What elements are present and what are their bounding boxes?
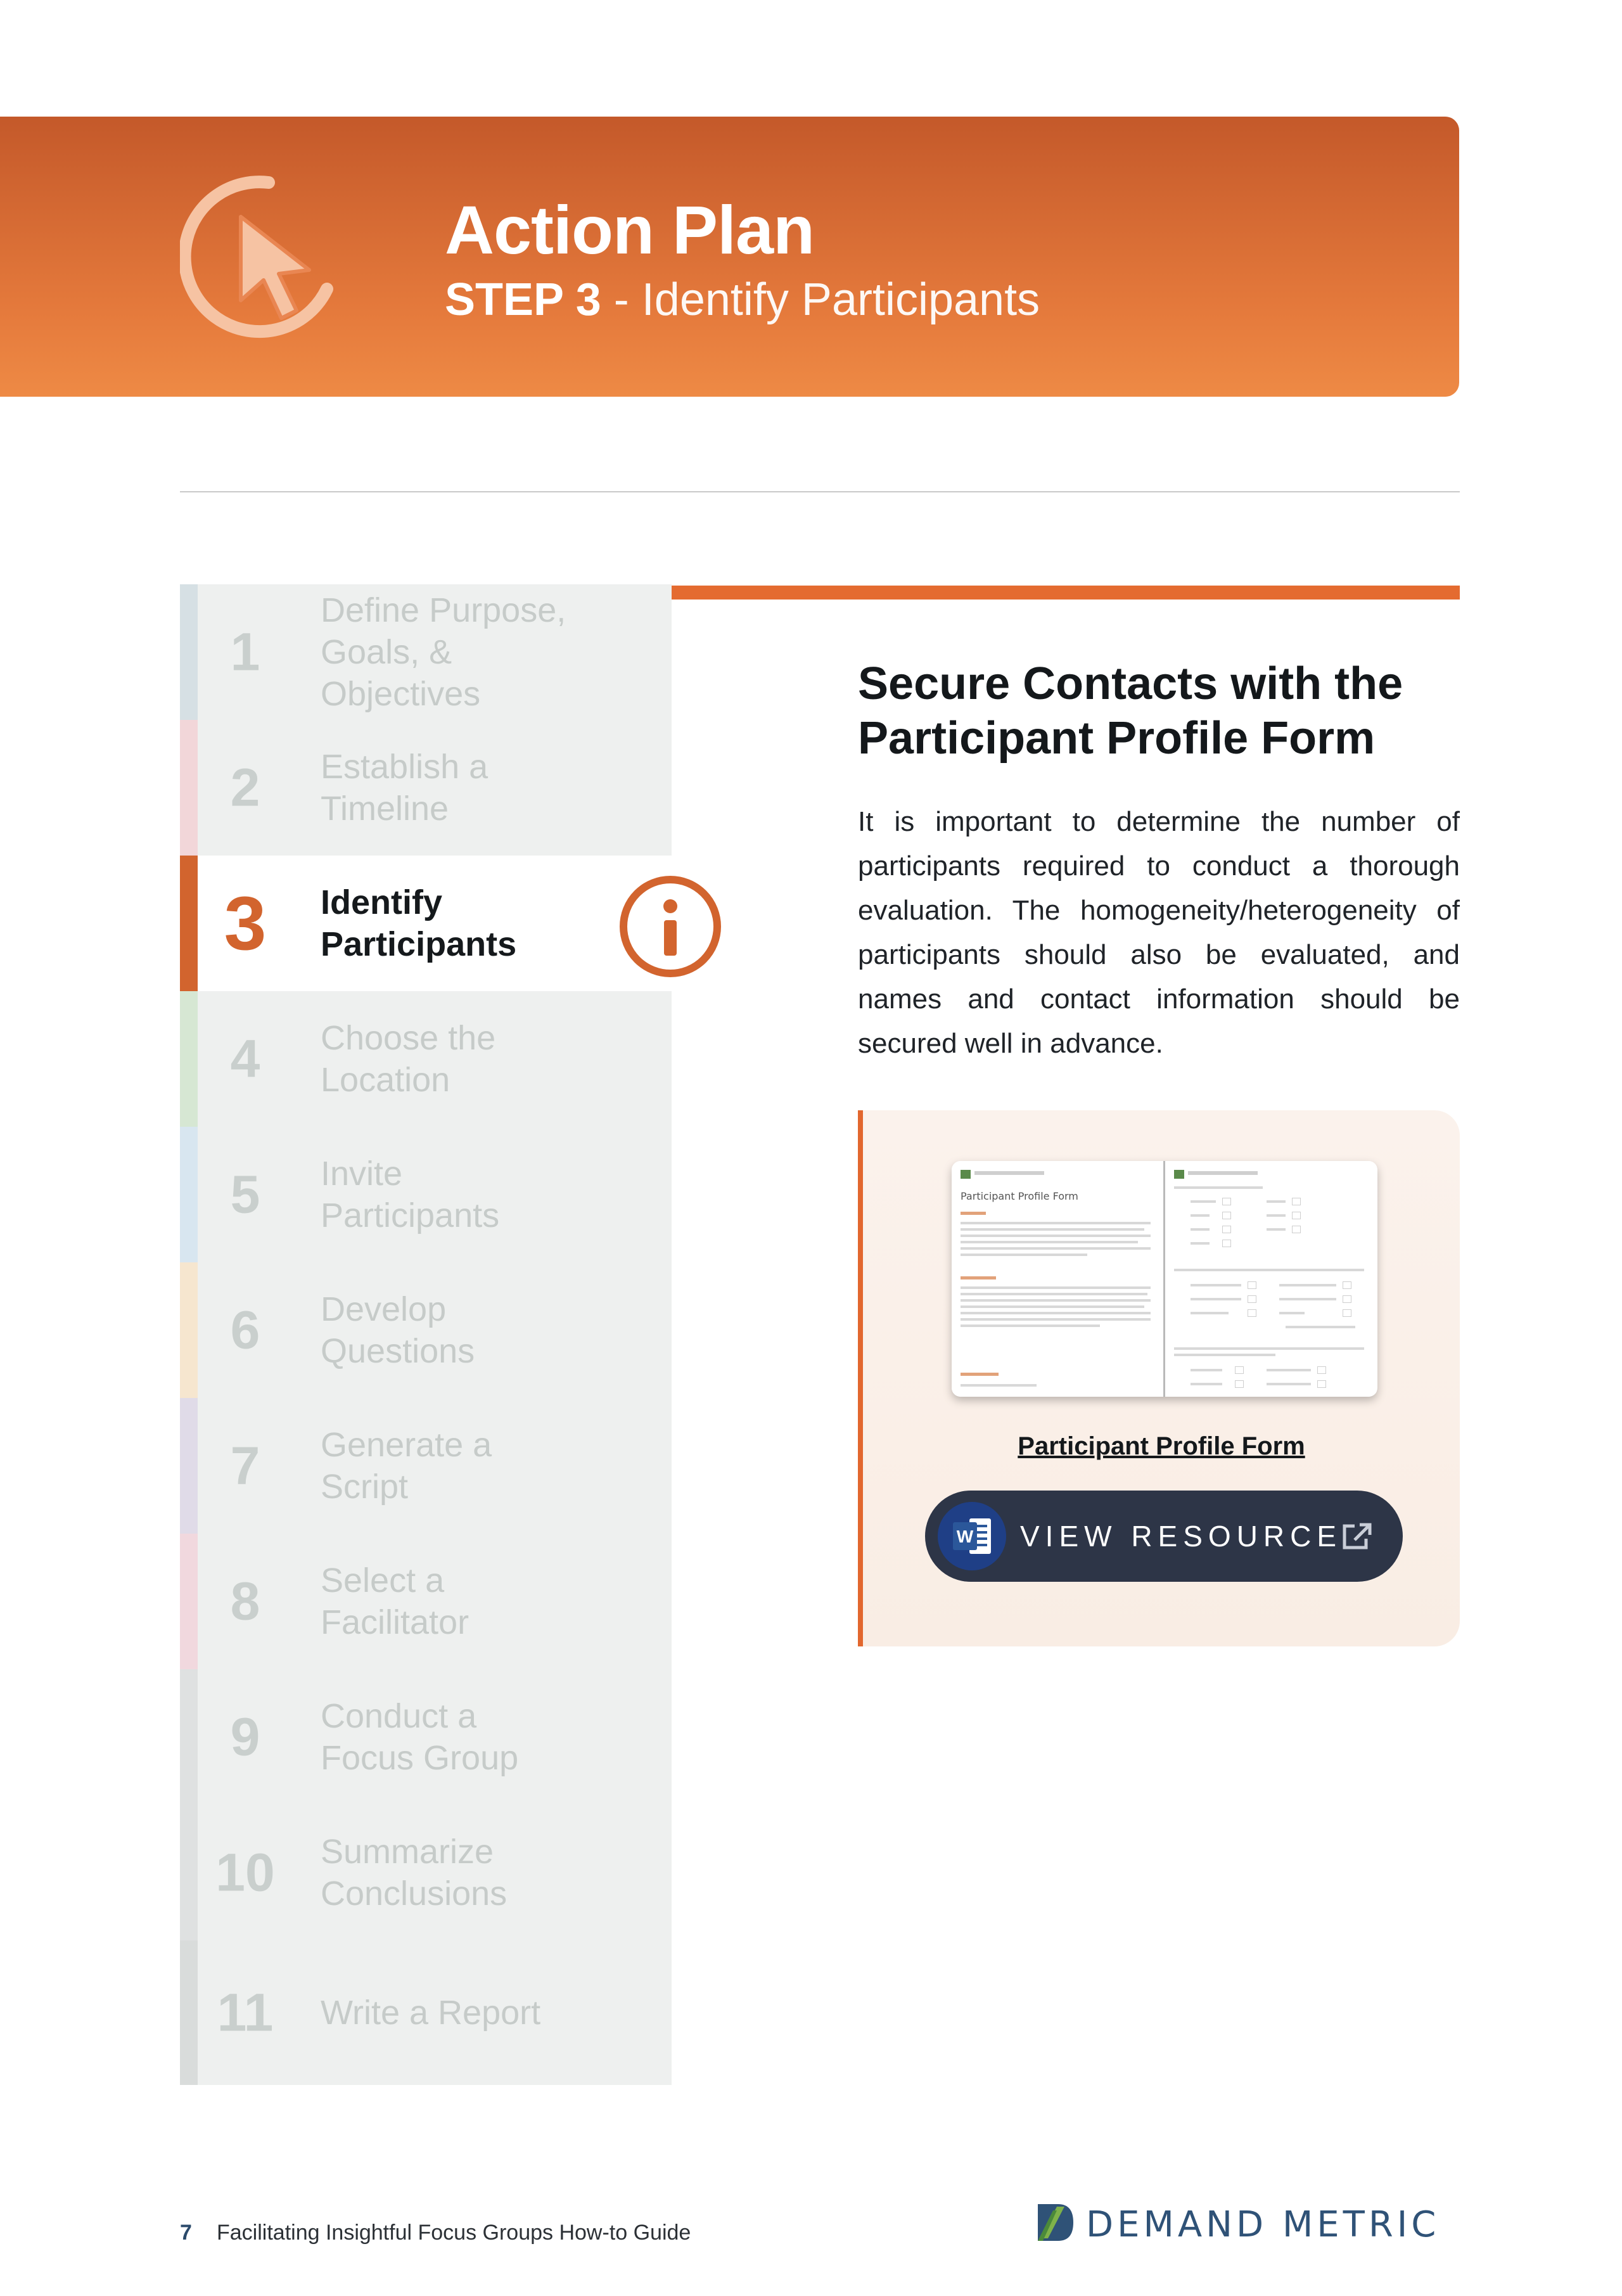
- thumbnail-line: [1267, 1214, 1286, 1217]
- thumbnail-checkbox: [1222, 1198, 1231, 1205]
- step-item-7[interactable]: [180, 1398, 672, 1534]
- step-label: Choose the Location: [321, 1019, 496, 1099]
- step-item-2[interactable]: [180, 720, 672, 856]
- thumbnail-line: [961, 1305, 1144, 1308]
- step-item-1[interactable]: [180, 584, 672, 720]
- thumbnail-checkbox: [1343, 1309, 1351, 1317]
- thumbnail-section: [961, 1212, 986, 1215]
- step-number: 2: [230, 757, 260, 818]
- thumbnail-line: [961, 1286, 1151, 1289]
- thumbnail-line: [1174, 1354, 1275, 1356]
- thumbnail-page-right: [1165, 1161, 1377, 1397]
- thumbnail-line: [1286, 1326, 1355, 1328]
- step-subtitle: [445, 274, 1040, 326]
- thumbnail-line: [1191, 1312, 1229, 1314]
- step-number: 1: [230, 622, 260, 682]
- step-item-11[interactable]: [180, 1940, 672, 2085]
- step-label: Write a Report: [321, 1994, 541, 2032]
- thumbnail-line: [1191, 1284, 1241, 1286]
- step-color-bar: [180, 1669, 198, 1805]
- thumbnail-line: [1279, 1312, 1305, 1314]
- thumbnail-line: [1191, 1383, 1222, 1385]
- thumbnail-page-left: [952, 1161, 1165, 1397]
- thumbnail-line: [1279, 1298, 1336, 1300]
- thumbnail-line: [961, 1254, 1087, 1256]
- thumbnail-line: [961, 1312, 1151, 1314]
- thumbnail-section: [961, 1373, 999, 1376]
- step-number: 11: [217, 1982, 274, 2043]
- thumbnail-checkbox: [1235, 1366, 1244, 1374]
- step-name: Identify Participants: [641, 274, 1040, 325]
- info-icon: [618, 875, 722, 978]
- thumbnail-checkbox: [1248, 1281, 1256, 1289]
- step-color-bar: [180, 856, 198, 991]
- step-item-10[interactable]: [180, 1805, 672, 1940]
- thumbnail-header: [974, 1171, 1044, 1175]
- page-number: 7: [180, 2221, 192, 2245]
- cursor-click-icon: [180, 169, 357, 346]
- step-color-bar: [180, 1805, 198, 1940]
- step-color-bar: [180, 1940, 198, 2085]
- demand-metric-logo-icon: [1035, 2202, 1076, 2243]
- step-label: Select a Facilitator: [321, 1562, 469, 1641]
- resource-card: [858, 1110, 1460, 1646]
- step-label: Conduct a Focus Group: [321, 1697, 519, 1777]
- thumbnail-line: [961, 1247, 1151, 1250]
- thumbnail-line: [1174, 1347, 1364, 1350]
- thumbnail-line: [1267, 1369, 1311, 1371]
- view-resource-button[interactable]: [925, 1491, 1403, 1582]
- svg-text:W: W: [956, 1527, 974, 1546]
- step-label: Establish a Timeline: [321, 748, 489, 828]
- footer-doc-title: Facilitating Insightful Focus Groups How-to Guide: [217, 2221, 691, 2245]
- demand-metric-logo: [1035, 2202, 1460, 2250]
- thumbnail-checkbox: [1235, 1380, 1244, 1388]
- thumbnail-checkbox: [1292, 1198, 1301, 1205]
- form-thumbnail[interactable]: [952, 1161, 1377, 1397]
- step-number: 5: [230, 1164, 260, 1224]
- thumbnail-line: [961, 1222, 1151, 1224]
- thumbnail-line: [1267, 1383, 1311, 1385]
- thumbnail-line: [1191, 1369, 1222, 1371]
- step-label: Identify Participants: [321, 883, 517, 963]
- thumbnail-checkbox: [1343, 1281, 1351, 1289]
- step-color-bar: [180, 584, 198, 720]
- thumbnail-checkbox: [1222, 1226, 1231, 1233]
- thumbnail-checkbox: [1248, 1295, 1256, 1303]
- step-label: Develop Questions: [321, 1290, 475, 1370]
- thumbnail-checkbox: [1317, 1366, 1326, 1374]
- thumbnail-line: [961, 1299, 1151, 1302]
- step-label: Invite Participants: [321, 1155, 500, 1235]
- thumbnail-line: [961, 1318, 1151, 1321]
- step-number: 10: [215, 1842, 275, 1902]
- thumbnail-checkbox: [1343, 1295, 1351, 1303]
- thumbnail-line: [961, 1235, 1151, 1237]
- brand-name: DEMAND METRIC: [1086, 2204, 1440, 2245]
- resource-title-link[interactable]: Participant Profile Form: [1018, 1432, 1305, 1460]
- thumbnail-line: [1174, 1186, 1263, 1189]
- step-number: 4: [230, 1029, 260, 1089]
- thumbnail-line: [961, 1241, 1138, 1243]
- body-paragraph: It is important to determine the number of participants required to conduct a thorough evaluation. The homogeneity/heterogeneity of participants should also be evaluated, and names and contact information should be secured well in advance.: [858, 806, 1460, 1059]
- thumbnail-line: [1267, 1200, 1286, 1203]
- step-item-9[interactable]: [180, 1669, 672, 1805]
- step-number: 7: [230, 1435, 260, 1496]
- step-number: 6: [230, 1300, 260, 1360]
- accent-line: [672, 586, 1460, 600]
- thumbnail-logo-icon: [1174, 1170, 1184, 1179]
- step-label: Summarize Conclusions: [321, 1833, 508, 1913]
- step-item-8[interactable]: [180, 1534, 672, 1669]
- thumbnail-logo-icon: [961, 1170, 971, 1179]
- thumbnail-title: Participant Profile Form: [961, 1190, 1078, 1202]
- step-color-bar: [180, 720, 198, 856]
- thumbnail-line: [961, 1228, 1144, 1231]
- step-color-bar: [180, 1127, 198, 1262]
- thumbnail-checkbox: [1248, 1309, 1256, 1317]
- step-number: 3: [224, 881, 267, 966]
- step-item-3[interactable]: [180, 856, 672, 991]
- thumbnail-line: [1191, 1228, 1210, 1231]
- view-resource-label: VIEW RESOURCE: [1020, 1520, 1343, 1553]
- step-label: Generate a Script: [321, 1426, 492, 1506]
- thumbnail-line: [961, 1293, 1147, 1295]
- thumbnail-line: [1191, 1200, 1216, 1203]
- divider: [180, 491, 1460, 492]
- step-separator: -: [601, 274, 642, 325]
- step-item-5[interactable]: [180, 1127, 672, 1262]
- step-color-bar: [180, 1534, 198, 1669]
- steps-sidebar: [180, 584, 672, 2085]
- word-document-icon: [938, 1502, 1006, 1570]
- thumbnail-line: [1191, 1298, 1241, 1300]
- step-color-bar: [180, 1262, 198, 1398]
- thumbnail-checkbox: [1292, 1226, 1301, 1233]
- thumbnail-line: [1191, 1242, 1210, 1245]
- thumbnail-line: [1174, 1269, 1364, 1271]
- thumbnail-line: [961, 1384, 1037, 1387]
- thumbnail-line: [1267, 1228, 1286, 1231]
- step-color-bar: [180, 1398, 198, 1534]
- thumbnail-line: [961, 1324, 1100, 1327]
- step-item-6[interactable]: [180, 1262, 672, 1398]
- thumbnail-line: [1191, 1214, 1210, 1217]
- step-label: Define Purpose, Goals, & Objectives: [321, 591, 566, 713]
- thumbnail-checkbox: [1317, 1380, 1326, 1388]
- step-number: 8: [230, 1571, 260, 1631]
- section-heading: Secure Contacts with the Participant Profile Form: [858, 658, 1403, 764]
- thumbnail-checkbox: [1222, 1212, 1231, 1219]
- step-color-bar: [180, 991, 198, 1127]
- step-number: 9: [230, 1707, 260, 1767]
- step-label: STEP 3: [445, 274, 601, 325]
- thumbnail-line: [1279, 1284, 1336, 1286]
- step-item-4[interactable]: [180, 991, 672, 1127]
- thumbnail-checkbox: [1222, 1240, 1231, 1247]
- thumbnail-section: [961, 1276, 996, 1279]
- thumbnail-header: [1188, 1171, 1258, 1175]
- thumbnail-checkbox: [1292, 1212, 1301, 1219]
- page-title: Action Plan: [445, 191, 815, 268]
- external-link-icon: [1341, 1522, 1372, 1551]
